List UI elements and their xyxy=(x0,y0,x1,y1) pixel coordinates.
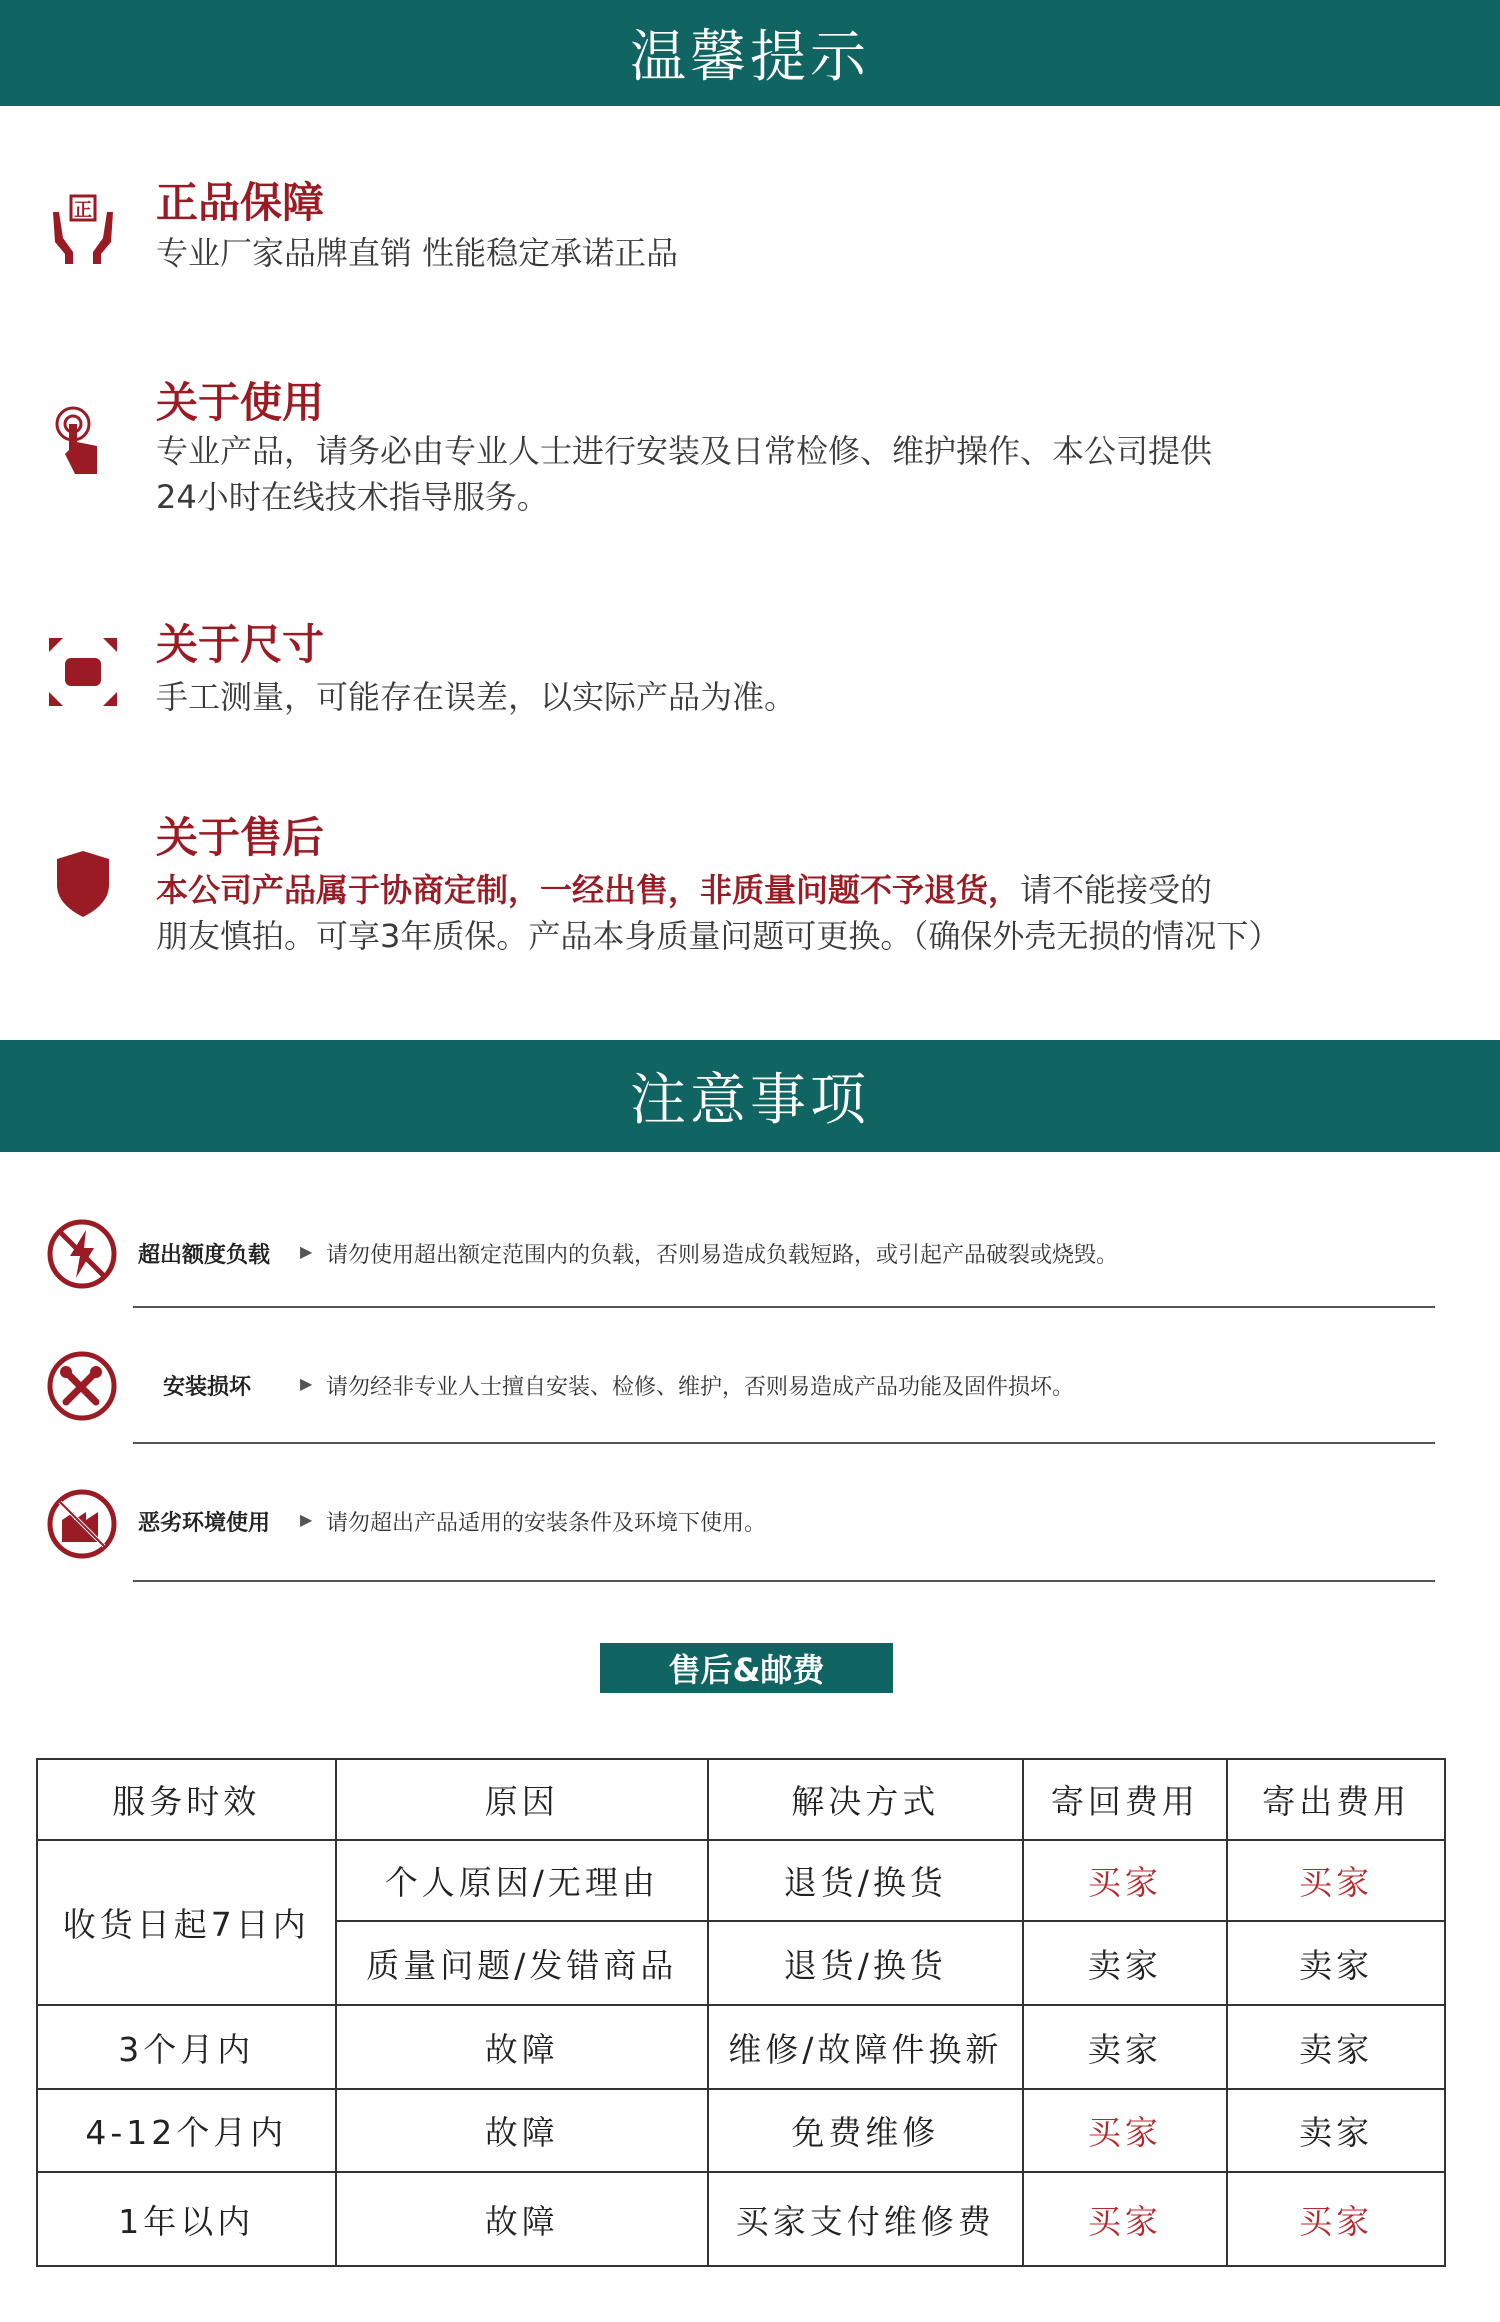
tip-desc: 专业厂家品牌直销 性能稳定承诺正品 xyxy=(156,234,679,272)
divider xyxy=(133,1580,1435,1582)
warm-tips-banner xyxy=(0,0,1500,106)
note-overload xyxy=(0,1200,1500,1334)
authentic-hands-icon xyxy=(45,192,121,268)
note-text: 请勿经非专业人士擅自安装、检修、维护，否则易造成产品功能及固件损坏。 xyxy=(326,1375,1075,1400)
tip-title: 关于使用 xyxy=(156,378,325,427)
table-cell-reason: 故障 xyxy=(336,2089,708,2172)
tip-title: 关于尺寸 xyxy=(156,620,325,669)
note-environment xyxy=(0,1468,1500,1602)
note-text: 请勿超出产品适用的安装条件及环境下使用。 xyxy=(326,1511,767,1536)
tip-desc-line: 24小时在线技术指导服务。 xyxy=(156,478,549,516)
table-cell-reason: 故障 xyxy=(336,2005,708,2089)
note-label: 超出额度负载 xyxy=(138,1243,271,1268)
tip-desc xyxy=(156,428,1456,520)
no-overload-icon xyxy=(44,1216,120,1292)
table-row xyxy=(37,2005,1445,2089)
table-cell-send-fee: 卖家 xyxy=(1227,1921,1445,2005)
table-cell-send-fee: 买家 xyxy=(1227,1840,1445,1921)
note-install xyxy=(0,1332,1500,1466)
no-tools-icon xyxy=(44,1348,120,1424)
table-cell-return-fee: 卖家 xyxy=(1023,2005,1228,2089)
arrow-icon: ▶ xyxy=(300,1242,313,1261)
table-header: 寄出费用 xyxy=(1227,1759,1445,1840)
tip-desc xyxy=(156,867,1456,959)
warm-tips-title: 温馨提示 xyxy=(630,25,870,90)
table-row xyxy=(37,1840,1445,1921)
tip-title: 正品保障 xyxy=(156,178,325,227)
tip-desc-line: 专业产品，请务必由专业人士进行安装及日常检修、维护操作、本公司提供 xyxy=(156,432,1213,470)
shield-icon xyxy=(45,845,121,921)
table-cell-send-fee: 卖家 xyxy=(1227,2089,1445,2172)
resize-arrows-icon xyxy=(45,634,121,710)
note-label: 恶劣环境使用 xyxy=(138,1511,271,1536)
table-cell-solution: 买家支付维修费 xyxy=(708,2172,1023,2266)
notes-title: 注意事项 xyxy=(630,1068,870,1133)
table-cell-reason: 个人原因/无理由 xyxy=(336,1840,708,1921)
tip-desc: 手工测量，可能存在误差，以实际产品为准。 xyxy=(156,678,797,716)
table-cell-solution: 维修/故障件换新 xyxy=(708,2005,1023,2089)
table-cell-return-fee: 买家 xyxy=(1023,2172,1228,2266)
arrow-icon: ▶ xyxy=(300,1374,313,1393)
tip-desc-line: 朋友慎拍。可享3年质保。产品本身质量问题可更换。（确保外壳无损的情况下） xyxy=(156,917,1281,955)
table-cell-solution: 退货/换货 xyxy=(708,1921,1023,2005)
table-cell-period: 3个月内 xyxy=(37,2005,336,2089)
table-cell-reason: 故障 xyxy=(336,2172,708,2266)
note-label: 安装损坏 xyxy=(163,1375,252,1400)
tip-title: 关于售后 xyxy=(156,813,325,862)
notes-banner xyxy=(0,1040,1500,1152)
aftersales-shipping-tag: 售后&邮费 xyxy=(600,1643,893,1693)
tip-desc-line xyxy=(156,867,1456,913)
divider xyxy=(133,1442,1435,1444)
note-text: 请勿使用超出额定范围内的负载，否则易造成负载短路，或引起产品破裂或烧毁。 xyxy=(326,1243,1119,1268)
table-cell-send-fee: 卖家 xyxy=(1227,2005,1445,2089)
table-cell-solution: 退货/换货 xyxy=(708,1840,1023,1921)
table-row xyxy=(37,2172,1445,2266)
divider xyxy=(133,1306,1435,1308)
table-cell-send-fee: 买家 xyxy=(1227,2172,1445,2266)
table-cell-reason: 质量问题/发错商品 xyxy=(336,1921,708,2005)
svg-text:正: 正 xyxy=(74,200,92,221)
table-cell-return-fee: 买家 xyxy=(1023,1840,1228,1921)
table-cell-period: 收货日起7日内 xyxy=(37,1840,336,2005)
arrow-icon: ▶ xyxy=(300,1510,313,1529)
no-factory-icon xyxy=(44,1486,120,1562)
touch-hand-icon xyxy=(45,402,121,478)
table-row xyxy=(37,2089,1445,2172)
tip-desc-rest: 请不能接受的 xyxy=(1020,871,1213,909)
table-cell-return-fee: 卖家 xyxy=(1023,1921,1228,2005)
table-cell-period: 4-12个月内 xyxy=(37,2089,336,2172)
table-header: 寄回费用 xyxy=(1023,1759,1228,1840)
table-cell-solution: 免费维修 xyxy=(708,2089,1023,2172)
table-header: 服务时效 xyxy=(37,1759,336,1840)
tip-desc-highlight: 本公司产品属于协商定制，一经出售，非质量问题不予退货， xyxy=(156,871,1021,909)
table-header: 解决方式 xyxy=(708,1759,1023,1840)
aftersales-table xyxy=(36,1758,1446,2267)
table-header: 原因 xyxy=(336,1759,708,1840)
table-cell-period: 1年以内 xyxy=(37,2172,336,2266)
table-header-row xyxy=(37,1759,1445,1840)
table-cell-return-fee: 买家 xyxy=(1023,2089,1228,2172)
